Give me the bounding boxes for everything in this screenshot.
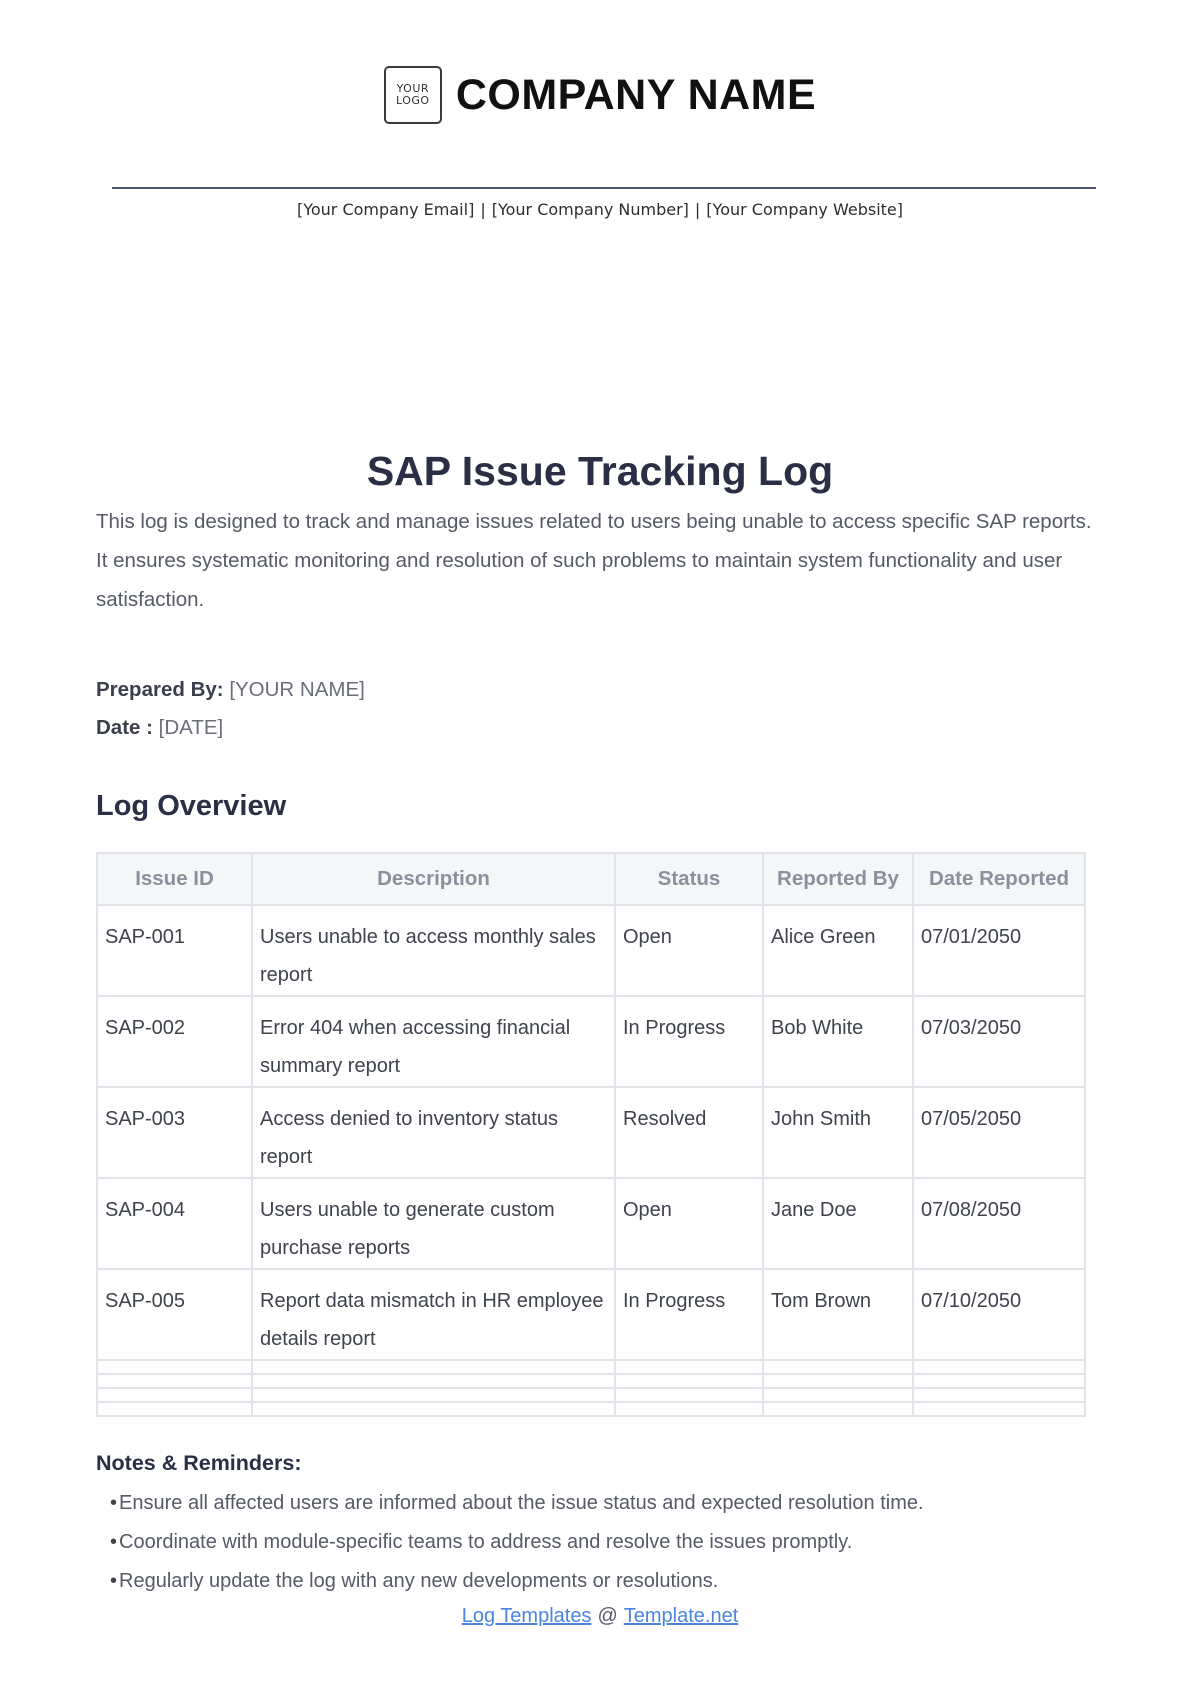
- company-website: [Your Company Website]: [706, 200, 904, 219]
- description-cell: Users unable to access monthly sales report: [252, 905, 615, 996]
- bullet-icon: •: [110, 1492, 118, 1514]
- empty-table-row: [97, 1374, 1085, 1388]
- issue-id-cell: SAP-001: [97, 905, 252, 996]
- prepared-by-value: [YOUR NAME]: [229, 678, 365, 701]
- issue-id-cell: SAP-002: [97, 996, 252, 1087]
- note-text: Coordinate with module-specific teams to address and resolve the issues promptly.: [119, 1531, 853, 1553]
- description-cell: Users unable to generate custom purchase reports: [252, 1178, 615, 1269]
- list-item: [110, 1523, 924, 1562]
- prepared-by: [96, 678, 365, 702]
- document-date: [96, 716, 223, 740]
- description-cell: Report data mismatch in HR employee details report: [252, 1269, 615, 1360]
- empty-table-row: [97, 1360, 1085, 1374]
- company-email: [Your Company Email]: [296, 200, 475, 219]
- empty-table-row: [97, 1388, 1085, 1402]
- log-templates-link[interactable]: Log Templates: [461, 1605, 592, 1627]
- prepared-by-label: Prepared By:: [96, 678, 224, 701]
- column-header-reported-by: Reported By: [763, 853, 913, 905]
- notes-heading: Notes & Reminders:: [96, 1451, 302, 1475]
- logo-text-line2: LOGO: [396, 94, 430, 107]
- company-number: [Your Company Number]: [491, 200, 689, 219]
- description-cell: Access denied to inventory status report: [252, 1087, 615, 1178]
- intro-paragraph: This log is designed to track and manage issues related to users being unable to access specific SAP reports. It ensures systematic monitoring and resolution of such problems to maintain system functionality and user satisfaction.: [96, 510, 1092, 611]
- date-reported-cell: 07/05/2050: [913, 1087, 1085, 1178]
- empty-table-row: [97, 1402, 1085, 1416]
- table-header-row: [97, 853, 1085, 905]
- status-cell: Open: [615, 1178, 763, 1269]
- issue-id-cell: SAP-003: [97, 1087, 252, 1178]
- date-reported-cell: 07/08/2050: [913, 1178, 1085, 1269]
- logo-text-line1: YOUR: [396, 82, 430, 95]
- reported-by-cell: Tom Brown: [763, 1269, 913, 1360]
- issue-log-table: [96, 852, 1086, 1417]
- table-row: [97, 905, 1085, 996]
- date-value: [DATE]: [158, 716, 224, 739]
- date-label: Date :: [96, 716, 153, 739]
- issue-id-cell: SAP-005: [97, 1269, 252, 1360]
- company-logo: [384, 66, 442, 124]
- notes-list: [110, 1484, 924, 1601]
- company-name: COMPANY NAME: [455, 70, 817, 119]
- footer-credit: [0, 1605, 1200, 1628]
- template-net-link[interactable]: Template.net: [623, 1605, 739, 1627]
- list-item: [110, 1484, 924, 1523]
- log-overview-heading: Log Overview: [96, 790, 287, 822]
- status-cell: Open: [615, 905, 763, 996]
- footer-at-sign: @: [597, 1605, 618, 1627]
- column-header-description: Description: [252, 853, 615, 905]
- status-cell: Resolved: [615, 1087, 763, 1178]
- status-cell: In Progress: [615, 996, 763, 1087]
- status-cell: In Progress: [615, 1269, 763, 1360]
- reported-by-cell: John Smith: [763, 1087, 913, 1178]
- bullet-icon: •: [110, 1531, 118, 1553]
- issue-id-cell: SAP-004: [97, 1178, 252, 1269]
- document-header: [0, 66, 1200, 124]
- bullet-icon: •: [110, 1570, 118, 1592]
- description-cell: Error 404 when accessing financial summary report: [252, 996, 615, 1087]
- column-header-status: Status: [615, 853, 763, 905]
- column-header-date-reported: Date Reported: [913, 853, 1085, 905]
- note-text: Regularly update the log with any new developments or resolutions.: [119, 1570, 719, 1592]
- table-row: [97, 1087, 1085, 1178]
- table-row: [97, 996, 1085, 1087]
- contact-separator: |: [694, 200, 701, 219]
- page-title: SAP Issue Tracking Log: [366, 448, 834, 494]
- list-item: [110, 1562, 924, 1601]
- reported-by-cell: Alice Green: [763, 905, 913, 996]
- table-row: [97, 1178, 1085, 1269]
- table-row: [97, 1269, 1085, 1360]
- date-reported-cell: 07/10/2050: [913, 1269, 1085, 1360]
- company-contact-line: [0, 200, 1200, 219]
- column-header-issue-id: Issue ID: [97, 853, 252, 905]
- note-text: Ensure all affected users are informed about the issue status and expected resolution time.: [119, 1492, 924, 1514]
- date-reported-cell: 07/01/2050: [913, 905, 1085, 996]
- reported-by-cell: Jane Doe: [763, 1178, 913, 1269]
- date-reported-cell: 07/03/2050: [913, 996, 1085, 1087]
- header-divider: [112, 187, 1096, 189]
- reported-by-cell: Bob White: [763, 996, 913, 1087]
- contact-separator: |: [480, 200, 486, 219]
